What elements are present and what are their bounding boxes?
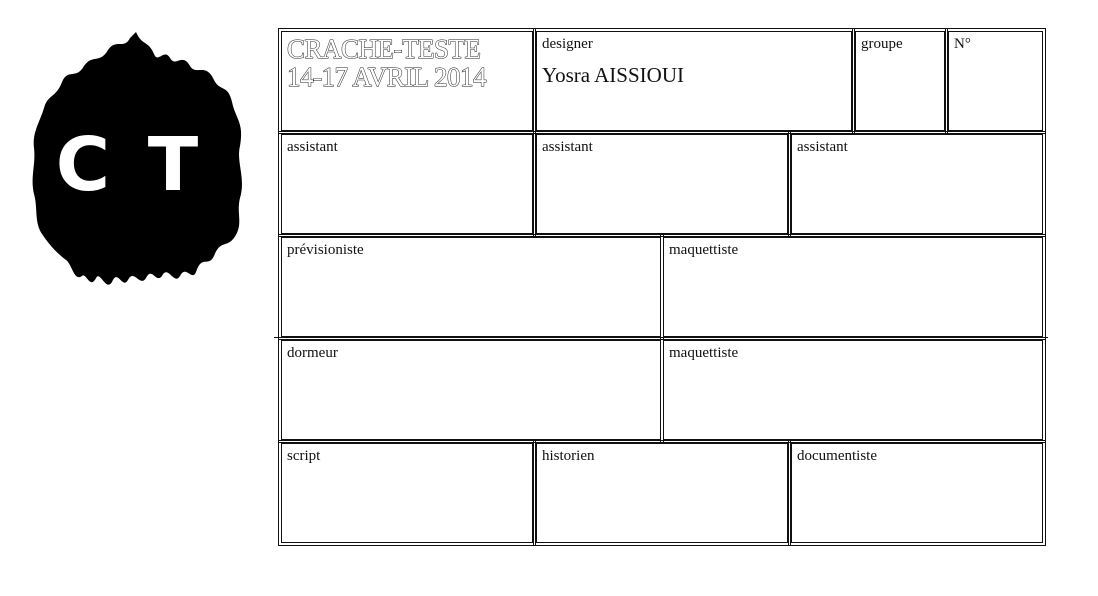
groupe-label: groupe — [861, 36, 903, 52]
event-title — [287, 35, 486, 91]
documentiste-cell[interactable] — [788, 440, 1046, 546]
historien-cell[interactable] — [533, 440, 791, 546]
groupe-cell[interactable] — [852, 28, 948, 134]
divider-line — [274, 337, 1048, 338]
number-cell[interactable] — [945, 28, 1046, 134]
assistant-label: assistant — [287, 139, 338, 155]
number-label: N° — [954, 36, 971, 52]
crew-form — [278, 28, 1046, 546]
documentiste-label: documentiste — [797, 448, 877, 464]
title-cell — [278, 28, 536, 134]
maquettiste-cell-2[interactable] — [660, 337, 1046, 443]
designer-label: designer — [542, 36, 593, 52]
assistant-label: assistant — [797, 139, 848, 155]
logo-letters: C T — [55, 122, 205, 208]
script-label: script — [287, 448, 321, 464]
script-cell[interactable] — [278, 440, 536, 546]
designer-cell[interactable] — [533, 28, 855, 134]
maquettiste-label: maquettiste — [669, 345, 739, 361]
dormeur-label: dormeur — [287, 345, 338, 361]
designer-name: Yosra AISSIOUI — [542, 63, 684, 87]
assistant-cell-3[interactable] — [788, 131, 1046, 237]
event-title-line1: CRACHE-TESTE — [287, 34, 481, 64]
assistant-label: assistant — [542, 139, 593, 155]
dormeur-cell[interactable] — [278, 337, 664, 443]
previsioniste-label: prévisioniste — [287, 242, 364, 258]
historien-label: historien — [542, 448, 595, 464]
maquettiste-cell-1[interactable] — [660, 234, 1046, 340]
assistant-cell-2[interactable] — [533, 131, 791, 237]
previsioniste-cell[interactable] — [278, 234, 664, 340]
event-dates: 14-17 AVRIL 2014 — [287, 62, 487, 92]
assistant-cell-1[interactable] — [278, 131, 536, 237]
ct-logo — [30, 28, 246, 294]
maquettiste-label: maquettiste — [669, 242, 739, 258]
